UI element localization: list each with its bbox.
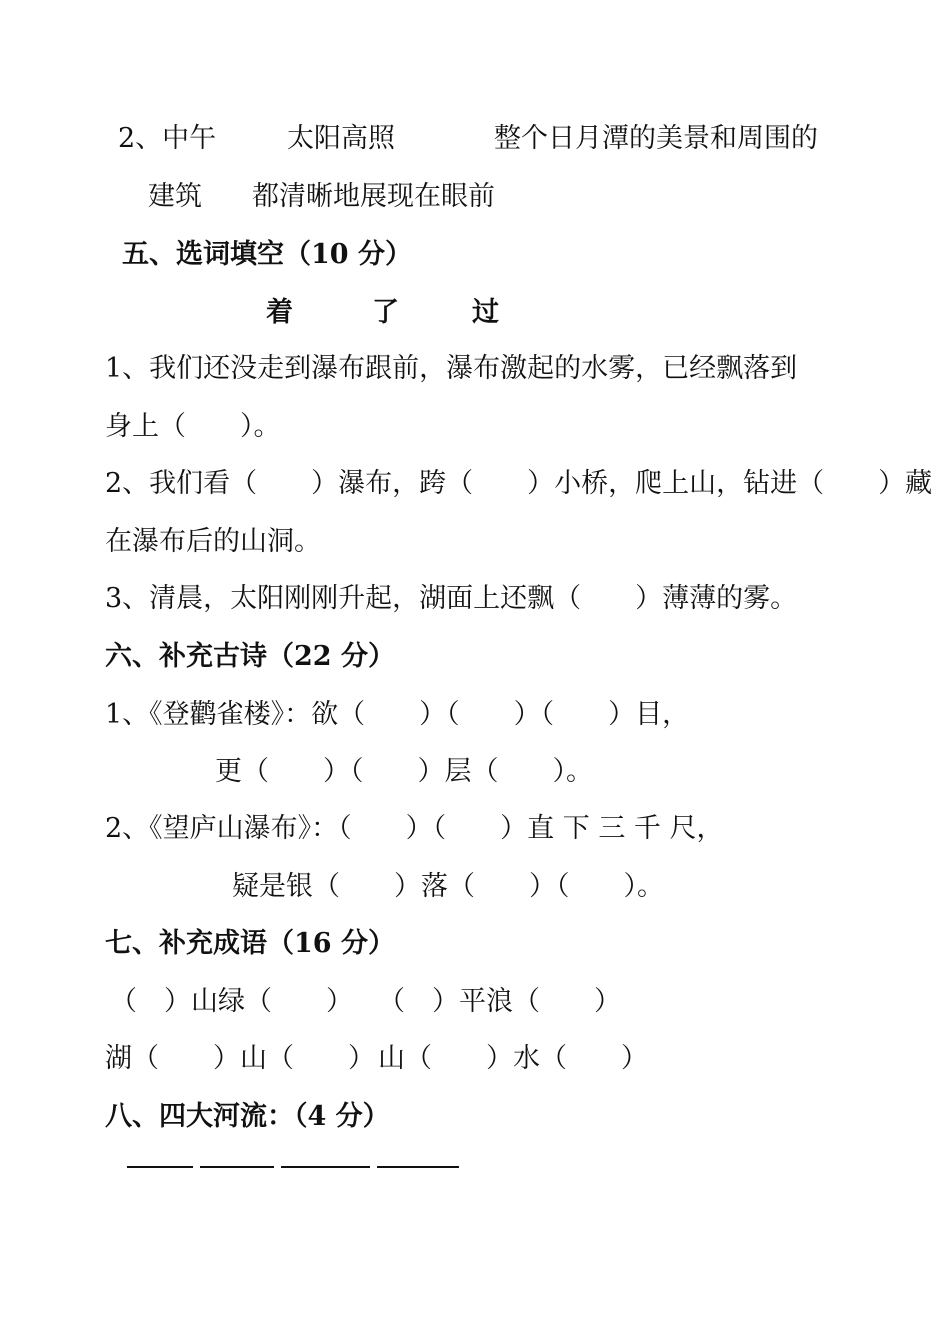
poem-2-line1: 2、《望庐山瀑布》：（ ）（ ）直 下 三 千 尺， [105,813,724,844]
poem-1-line1: 1、《登鹳雀楼》：欲（ ）（ ）（ ）目， [105,699,690,730]
word-choice-2: 了 [372,297,399,328]
q4-line2-b: 太阳高照 [287,123,395,154]
q4-line3-b: 都清晰地展现在眼前 [252,181,495,212]
section-6-heading: 六、补充古诗（22 分） [105,641,395,672]
q4-line2-c: 整个日月潭的美景和周围的 [494,123,818,154]
idiom-2: （ ）平浪（ ） [378,986,621,1017]
answer-blank-3[interactable] [281,1166,370,1168]
idiom-4: 山（ ）水（ ） [378,1043,648,1074]
answer-blank-4[interactable] [377,1166,459,1168]
s5-q1-line1: 1、我们还没走到瀑布跟前，瀑布激起的水雾，已经飘落到 [105,353,798,384]
section-5-heading: 五、选词填空（10 分） [122,239,412,270]
idiom-1: （ ）山绿（ ） [110,986,353,1017]
q4-line3-a: 建筑 [148,181,202,212]
answer-blank-2[interactable] [200,1166,274,1168]
word-choice-3: 过 [472,297,499,328]
s5-q2-line1: 2、我们看（ ）瀑布，跨（ ）小桥，爬上山，钻进（ ）藏 [105,468,933,499]
s5-q3: 3、清晨，太阳刚刚升起，湖面上还飘（ ）薄薄的雾。 [105,583,798,614]
idiom-3: 湖（ ）山（ ） [105,1043,375,1074]
q4-line2-a: 2、中午 [118,123,217,154]
poem-1-line2: 更（ ）（ ）层（ ）。 [215,756,593,787]
section-8-heading: 八、四大河流：（4 分） [105,1101,390,1132]
word-choice-1: 着 [266,297,293,328]
section-7-heading: 七、补充成语（16 分） [105,928,395,959]
s5-q1-line2: 身上（ ）。 [105,411,281,442]
s5-q2-line2: 在瀑布后的山洞。 [105,526,321,557]
answer-blank-1[interactable] [127,1166,193,1168]
poem-2-line2: 疑是银（ ）落（ ）（ ）。 [232,871,664,902]
